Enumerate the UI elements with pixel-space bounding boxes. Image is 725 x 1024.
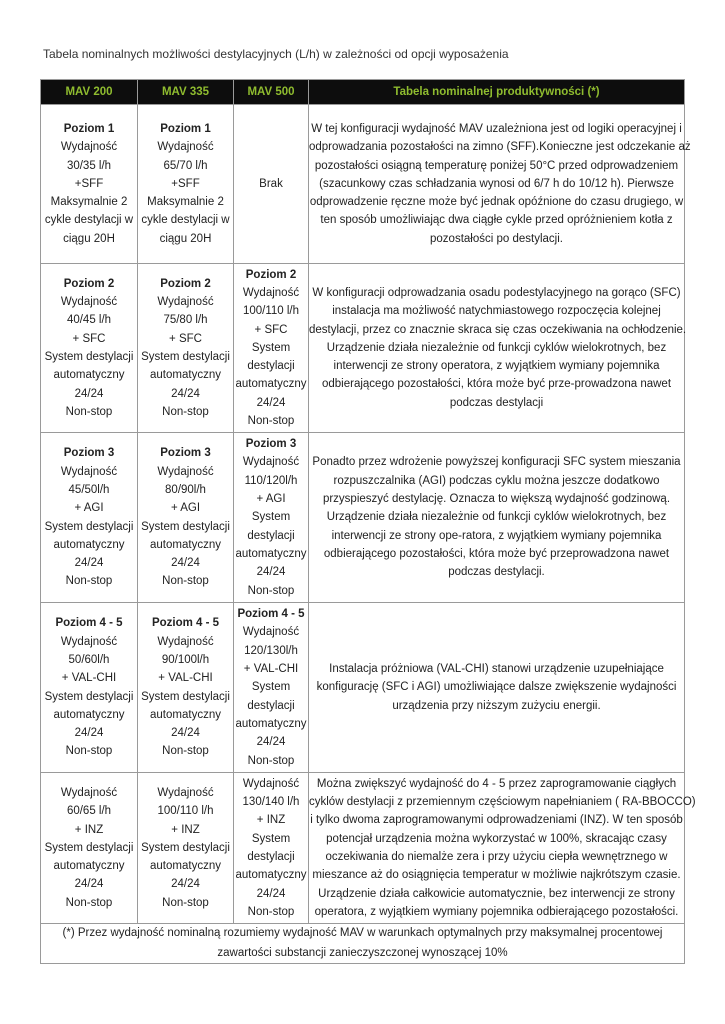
cell-line: destylacji (247, 699, 295, 712)
cell-description (309, 773, 696, 924)
cell-line: + VAL-CHI (61, 672, 117, 685)
header-row (41, 80, 685, 105)
cell-line: + AGI (170, 502, 201, 515)
cell-line: 30/35 l/h (66, 159, 112, 172)
cell-mav335 (138, 105, 234, 264)
desc-line: odprowadzenie ręczne może być jednak opóźnione do czasu drugiego, w (309, 196, 684, 209)
desc-line: odprowadzania pozostałości na zimno (SFF).Konieczne jest odczekanie aż (309, 141, 691, 154)
cell-line: Wydajność (60, 465, 118, 478)
footnote (41, 924, 685, 964)
cell-line: System destylacji (44, 841, 134, 854)
cell-line: automatyczny (53, 860, 125, 873)
footnote-line: zawartości substancji zanieczyszczonej wynoszącej 10% (217, 946, 508, 959)
cell-line: + AGI (74, 502, 104, 515)
level-label: Poziom 1 (160, 122, 211, 135)
cell-line: Non-stop (162, 405, 209, 418)
cell-line: automatyczny (235, 717, 307, 730)
cell-line: Wydajność (60, 786, 118, 799)
cell-line: 100/110 l/h (242, 305, 300, 318)
level-label: Poziom 3 (160, 447, 211, 460)
table-row (41, 433, 685, 603)
level-label: Poziom 2 (63, 277, 115, 290)
cell-mav335 (138, 264, 234, 433)
desc-line: pozostałości osiągną temperaturę poniżej 50°C przed odprowadzeniem (314, 159, 679, 172)
cell-line: Non-stop (162, 575, 209, 588)
cell-line: 65/70 l/h (163, 159, 208, 172)
cell-line: Wydajność (60, 141, 118, 154)
cell-line: Wydajność (60, 296, 118, 309)
cell-line: +SFF (171, 177, 200, 190)
cell-line: Wydajność (242, 777, 300, 790)
cell-line: automatyczny (235, 547, 307, 560)
cell-line: automatyczny (150, 708, 221, 721)
footnote-line: (*) Przez wydajność nominalną rozumiemy wydajność MAV w warunkach optymalnych przy maksymalnej procentowej (62, 927, 663, 939)
cell-line: Non-stop (162, 896, 209, 909)
cell-line: 24/24 (171, 387, 200, 400)
cell-line: 45/50l/h (68, 483, 110, 496)
cell-line: Non-stop (65, 405, 113, 418)
cell-line: + INZ (256, 814, 286, 827)
cell-line: 110/120l/h (244, 474, 298, 487)
desc-line: oczekiwania do niemalże zera i przy użyciu ciepła wewnętrznego w (325, 851, 668, 863)
cell-mav500 (234, 433, 309, 603)
cell-line: System (251, 341, 291, 354)
level-label: Poziom 4 - 5 (55, 617, 123, 630)
cell-mav500 (234, 264, 309, 433)
cell-mav500 (234, 773, 309, 924)
desc-line: Urządzenie działa niezależnie od funkcji cyklów wielokrotnych, bez (326, 341, 667, 354)
cell-line: Non-stop (247, 754, 295, 767)
cell-line: Wydajność (157, 635, 214, 648)
cell-line: 24/24 (171, 727, 200, 740)
cell-description (309, 603, 685, 773)
cell-mav200 (41, 433, 138, 603)
header-productivity: Tabela nominalnej produktywności (*) (309, 80, 685, 105)
cell-line: 120/130l/h (244, 644, 298, 657)
desc-line: odbierającego pozostałości, która może być prze-prowadzona nawet (321, 378, 672, 391)
desc-line: potencjał urządzenia można wykorzystać w 100%, skracając czasy (326, 832, 667, 845)
cell-line: Wydajność (157, 296, 214, 309)
desc-line: instalacja ma możliwość natychmiastowego rozpoczęcia kolejnej (332, 305, 661, 318)
cell-mav335 (138, 603, 234, 773)
cell-mav500 (234, 105, 309, 264)
cell-line: + SFC (72, 332, 106, 345)
cell-line: Maksymalnie 2 (147, 196, 224, 209)
desc-line: Urządzenie działa całkowicie automatycznie, bez interwencji ze strony (318, 887, 675, 900)
desc-line: (szacunkowy czas schładzania wynosi od 6/7 h do 10/12 h). Pierwsze (319, 177, 674, 190)
level-label: Poziom 1 (63, 122, 115, 135)
cell-line: 24/24 (256, 736, 286, 749)
desc-line: rozpuszczalnika (AGI) podczas cyklu można jeszcze dodatkowo (333, 474, 660, 487)
desc-line: Ponadto przez wdrożenie powyższej konfiguracji SFC system mieszania (312, 456, 681, 469)
cell-line: System destylacji (44, 351, 134, 363)
desc-line: odbierającego pozostałości, która może być przeprowadzona nawet (323, 547, 670, 560)
table-row (41, 264, 685, 433)
cell-line: ciągu 20H (63, 232, 115, 245)
cell-line: Wydajność (242, 286, 300, 299)
cell-line: 24/24 (171, 878, 200, 891)
header-mav200: MAV 200 (41, 80, 138, 105)
cell-line: 80/90l/h (165, 483, 206, 496)
cell-line: + SFC (254, 323, 288, 336)
cell-line: cykle destylacji w (44, 214, 134, 227)
desc-line: pozostałości po destylacji. (430, 232, 563, 245)
table-caption: Tabela nominalnych możliwości destylacyjnych (L/h) w zależności od opcji wyposażenia (43, 47, 509, 61)
cell-mav200 (41, 264, 138, 433)
level-label: Poziom 2 (245, 268, 297, 281)
cell-mav335 (138, 433, 234, 603)
cell-line: System destylacji (141, 520, 230, 533)
desc-line: Można zwiększyć wydajność do 4 - 5 przez zaprogramowanie ciągłych (316, 777, 677, 790)
cell-line: System destylacji (141, 690, 230, 703)
cell-line: 100/110 l/h (157, 805, 214, 818)
cell-line: Non-stop (65, 896, 113, 909)
cell-line: 24/24 (256, 396, 286, 409)
cell-line: System destylacji (44, 520, 134, 533)
cell-line: 24/24 (256, 887, 286, 900)
cell-line: Wydajność (157, 786, 214, 799)
cell-line: 24/24 (74, 727, 104, 740)
desc-line: przyspieszyć destylację. Oznacza to większą wydajność godzinową. (322, 493, 671, 506)
cell-line: + VAL-CHI (243, 663, 299, 676)
cell-mav200 (41, 773, 138, 924)
cell-line: Brak (259, 177, 283, 190)
cell-line: + INZ (74, 823, 104, 836)
cell-line: automatyczny (53, 538, 125, 551)
header-mav335: MAV 335 (138, 80, 234, 105)
cell-line: Non-stop (247, 905, 295, 918)
cell-line: 50/60l/h (68, 653, 110, 666)
cell-line: 24/24 (74, 387, 104, 400)
cell-line: +SFF (74, 177, 104, 190)
desc-line: W konfiguracji odprowadzania osadu podestylacyjnego na gorąco (SFC) (312, 286, 681, 299)
cell-line: Wydajność (157, 465, 214, 478)
desc-line: destylacji, przez co znacznie skraca się czas oczekiwania na ochłodzenie. (309, 323, 687, 336)
cell-line: System destylacji (44, 690, 134, 703)
cell-line: Wydajność (242, 626, 300, 639)
cell-line: 24/24 (74, 557, 104, 570)
desc-line: Urządzenie działa niezależnie od funkcji cyklów wielokrotnych, bez (326, 511, 667, 524)
cell-line: System destylacji (141, 841, 230, 854)
desc-line: cyklów destylacji z przemiennym częściowym napełnianiem ( RA-BBOCCO) (309, 796, 696, 809)
cell-line: Wydajność (157, 141, 214, 154)
cell-line: 60/65 l/h (66, 805, 112, 818)
cell-line: Wydajność (242, 456, 300, 469)
cell-line: automatyczny (150, 369, 221, 382)
cell-line: System (251, 681, 291, 694)
table-row (41, 105, 685, 264)
desc-line: ten sposób umożliwiając dwa ciągłe cykle przed opróżnieniem kotła z (320, 214, 673, 227)
cell-mav500 (234, 603, 309, 773)
cell-description (309, 105, 691, 264)
desc-line: interwencji ze strony ope-ratora, z wyjątkiem wymiany pojemnika (331, 529, 662, 542)
cell-line: automatyczny (235, 378, 307, 391)
cell-line: 24/24 (171, 557, 200, 570)
desc-line: podczas destylacji. (448, 566, 545, 579)
cell-line: Non-stop (247, 584, 295, 597)
cell-line: automatyczny (235, 869, 307, 882)
desc-line: W tej konfiguracji wydajność MAV uzależniona jest od logiki operacyjnej i (311, 122, 682, 135)
level-label: Poziom 2 (160, 277, 211, 290)
cell-line: Non-stop (65, 745, 113, 758)
cell-line: automatyczny (150, 860, 221, 873)
cell-line: Non-stop (247, 415, 295, 428)
cell-mav335 (138, 773, 234, 924)
cell-line: System (251, 832, 291, 845)
cell-line: 24/24 (256, 566, 286, 579)
desc-line: Instalacja próżniowa (VAL-CHI) stanowi urządzenie uzupełniające (329, 663, 664, 676)
desc-line: mieszance aż do osiągnięcia temperatur w możliwie najkrótszym czasie. (312, 869, 681, 882)
cell-line: destylacji (247, 529, 295, 542)
footnote-row (41, 924, 685, 964)
cell-line: destylacji (247, 851, 295, 863)
cell-line: System destylacji (141, 351, 230, 363)
cell-mav200 (41, 603, 138, 773)
cell-line: ciągu 20H (159, 232, 212, 245)
cell-line: + SFC (169, 332, 202, 345)
table-row (41, 603, 685, 773)
cell-line: 24/24 (74, 878, 104, 891)
capacity-table (40, 79, 696, 964)
cell-line: destylacji (247, 360, 295, 373)
cell-line: Non-stop (162, 745, 209, 758)
cell-line: 90/100l/h (161, 653, 210, 666)
cell-description (309, 433, 685, 603)
cell-line: + VAL-CHI (158, 672, 213, 685)
cell-line: System (251, 511, 291, 524)
cell-line: 40/45 l/h (66, 314, 112, 327)
cell-line: 75/80 l/h (163, 314, 208, 327)
cell-line: + AGI (256, 493, 286, 506)
desc-line: operatora, z wyjątkiem wymiany pojemnika odbierającego pozostałości. (314, 905, 679, 918)
cell-line: + INZ (171, 823, 200, 836)
desc-line: podczas destylacji (449, 396, 544, 409)
header-mav500: MAV 500 (234, 80, 309, 105)
desc-line: urządzenia przy niższym zużyciu energii. (392, 699, 601, 712)
cell-line: 130/140 l/h (242, 796, 300, 809)
desc-line: i tylko dwoma zaprogramowanymi odprowadzeniami (INZ). W ten sposób (310, 814, 683, 827)
level-label: Poziom 3 (245, 438, 297, 451)
cell-description (309, 264, 685, 433)
cell-line: Maksymalnie 2 (50, 196, 128, 209)
table-row (41, 773, 685, 924)
desc-line: konfigurację (SFC i AGI) umożliwiające dalsze zwiększenie wydajności (316, 681, 677, 694)
cell-line: cykle destylacji w (141, 214, 230, 227)
cell-line: Non-stop (65, 575, 113, 588)
level-label: Poziom 4 - 5 (151, 617, 220, 630)
level-label: Poziom 3 (63, 447, 115, 460)
cell-line: Wydajność (60, 635, 118, 648)
cell-line: automatyczny (53, 369, 125, 382)
level-label: Poziom 4 - 5 (237, 608, 305, 621)
cell-line: automatyczny (150, 538, 221, 551)
cell-mav200 (41, 105, 138, 264)
cell-line: automatyczny (53, 708, 125, 721)
desc-line: interwencji ze strony operatora, z wyjątkiem wymiany pojemnika (333, 360, 660, 373)
